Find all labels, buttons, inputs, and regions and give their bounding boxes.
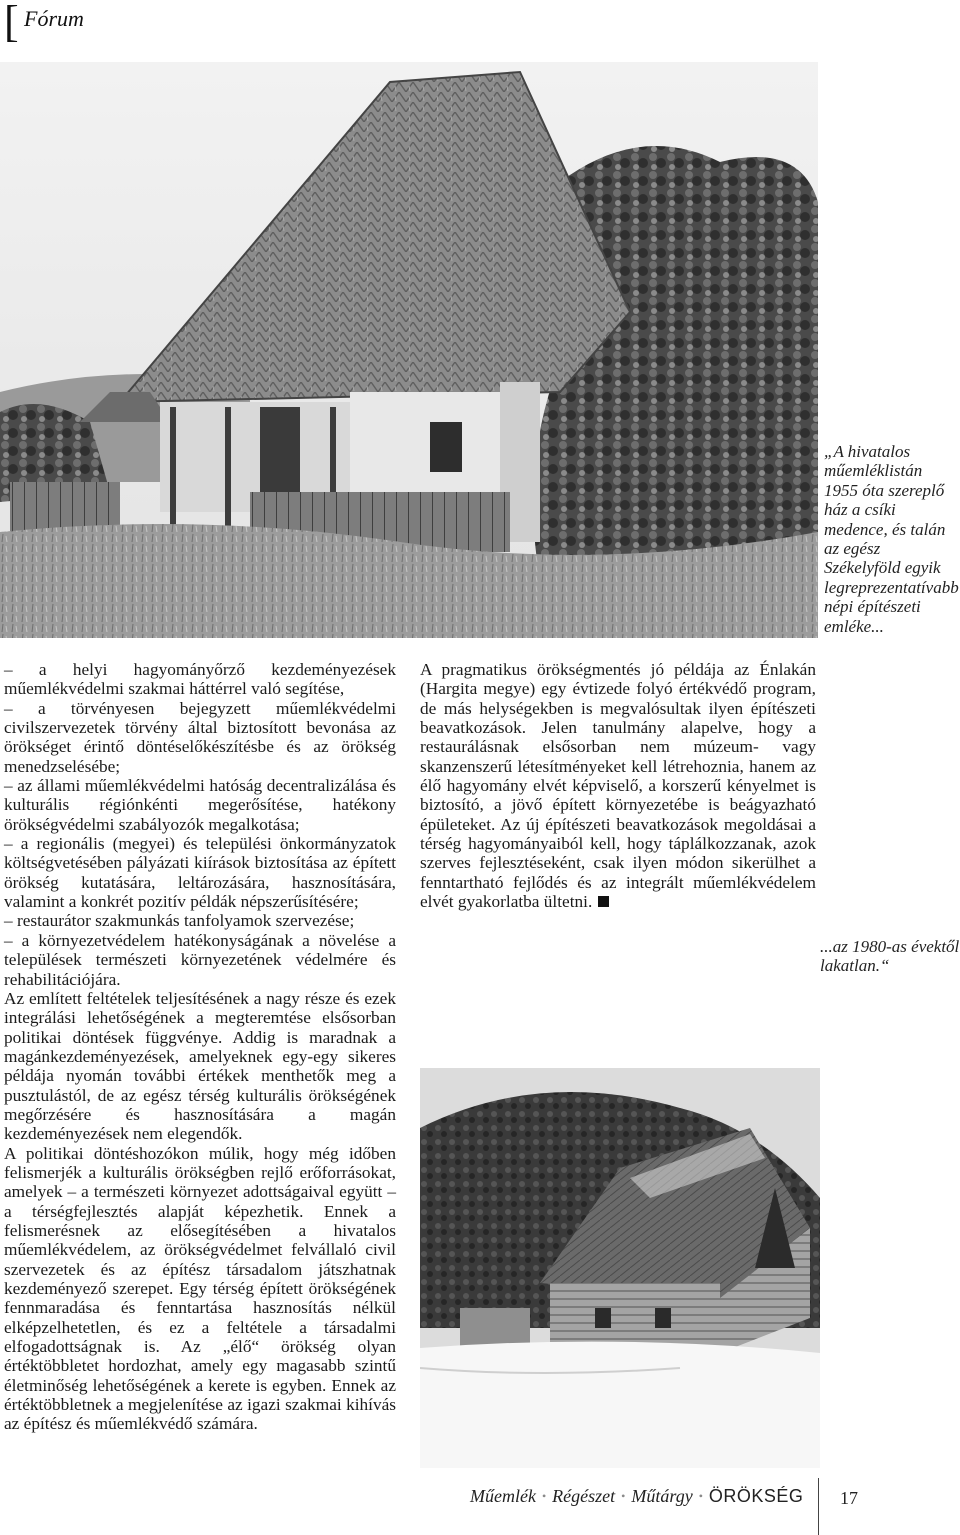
paragraph: – a környezetvédelem hatékonyságának a növelése a települések természeti környezetének védelmére és rehabilitációjára.: [4, 930, 396, 989]
footer-separator-icon: •: [541, 1489, 547, 1503]
header-bracket: [: [4, 0, 19, 46]
paragraph: – a törvényesen bejegyzett műemlékvédelmi civilszervezetek törvény által biztosított bevonása az örökséget érintő döntéselőkészítésbe és az örökség menedzselésébe;: [4, 698, 396, 776]
paragraph: A pragmatikus örökségmentés jó példája az Énlakán (Hargita megye) egy évtizede folyó értékvédő program, de más helységekben is megvalósultak ilyen építészeti beavatkozások. Jelen tanulmány alapelve, hogy a restaurálásnak elsősorban nem múzeum- vagy skanzenszerű létesítményeket kell létrehoznia, hanem az élő hagyomány elvét képviselő, a korszerű kényelmet is biztosító, a jövő épített környezetébe is beágyazható épületeket. Az új építészeti beavatkozások megoldásai a térség hagyományaiból kell, hogy táplálkozzanak, azok szerves fejlesztéseként, csak ilyen módon sikerülhet a fenntartható fejlődés és az integrált műemlékvédelem elvét gyakorlatba ültetni.: [420, 660, 816, 912]
paragraph: – az állami műemlékvédelmi hatóság decentralizálása és kulturális régiónkénti megerősítése, hatékony örökségvédelmi szabályozók megalkotása;: [4, 776, 396, 834]
paragraph-with-end-mark: [420, 660, 816, 911]
paragraph: Az említett feltételek teljesítésének a nagy része és ezek integrálási lehetőségének a megteremtése elsősorban politikai döntések függvénye. Addig is maradnak a magánkezdeményezések, amelyeknek egy-egy sikeres példája nyomán további értékek menthetők meg a pusztulástól, de az egész térség kulturális örökségének megőrzésére és hasznosítására a magán kezdeményezések nem elegendők.: [4, 988, 396, 1144]
photo-old-house: [0, 62, 818, 638]
footer-item: Műemlék: [470, 1486, 536, 1506]
footer-item: ÖRÖKSÉG: [708, 1486, 804, 1506]
page-number: 17: [840, 1488, 858, 1508]
paragraph: – a regionális (megyei) és települési önkormányzatok költségvetésében pályázati kiírások biztosítása az épített örökség kutatására, leltározására, hasznosítására, valamint a konkrét pozitív példák népszerűsítésére;: [4, 834, 396, 912]
footer-item: Műtárgy: [631, 1486, 693, 1506]
paragraph: – a helyi hagyományőrző kezdeményezések műemlékvédelmi szakmai háttérrel való segítése,: [4, 660, 396, 699]
paragraph: A politikai döntéshozókon múlik, hogy még időben felismerjék a kulturális örökségben rejlő erőforrásokat, amelyek – a természeti környezet adottságaival együtt – a térségfejlesztés alapját képezhetik. Ennek a felismerésnek az elősegítésében a hivatalos műemlékvédelem, az örökségvédelmet felvállaló civil szervezetek és az építész társadalom játszhatnak kezdeményező szerepet. Egy térség épített örökségének fennmaradása és fenntartása hasznosítás nélkül elképzelhetetlen, és ez a feltétele a társadalmi elfogadottságnak is. Az „élő“ örökség olyan értéktöbbletet hordozhat, amely egy magasabb szintű életminőség lehetőségének a kerete is egyben. Ennek az értéktöbbletnek a megjelenítése az igazi szakmai kihívás az építész és műemlékvédő számára.: [4, 1143, 396, 1434]
paragraph: – restaurátor szakmunkás tanfolyamok szervezése;: [4, 911, 355, 931]
footer-separator-icon: •: [698, 1489, 703, 1503]
article-end-mark-icon: [598, 896, 609, 907]
footer-item: Régészet: [552, 1486, 616, 1506]
left-text-column: [4, 660, 396, 1434]
photo-caption-bottom: ...az 1980-as évektől lakatlan.“: [820, 937, 960, 976]
footer-separator-icon: •: [621, 1489, 626, 1503]
section-title: Fórum: [24, 6, 84, 31]
right-text-column: [420, 660, 816, 911]
photo-house-in-snow: [420, 1068, 820, 1468]
footer-divider: [818, 1478, 819, 1535]
footer-publication: [470, 1486, 803, 1507]
photo-caption-top: „A hivatalos műemléklistán 1955 óta szereplő ház a csíki medence, és talán az egész Székelyföld egyik legreprezentatívabb népi építészeti emléke...: [824, 442, 959, 636]
